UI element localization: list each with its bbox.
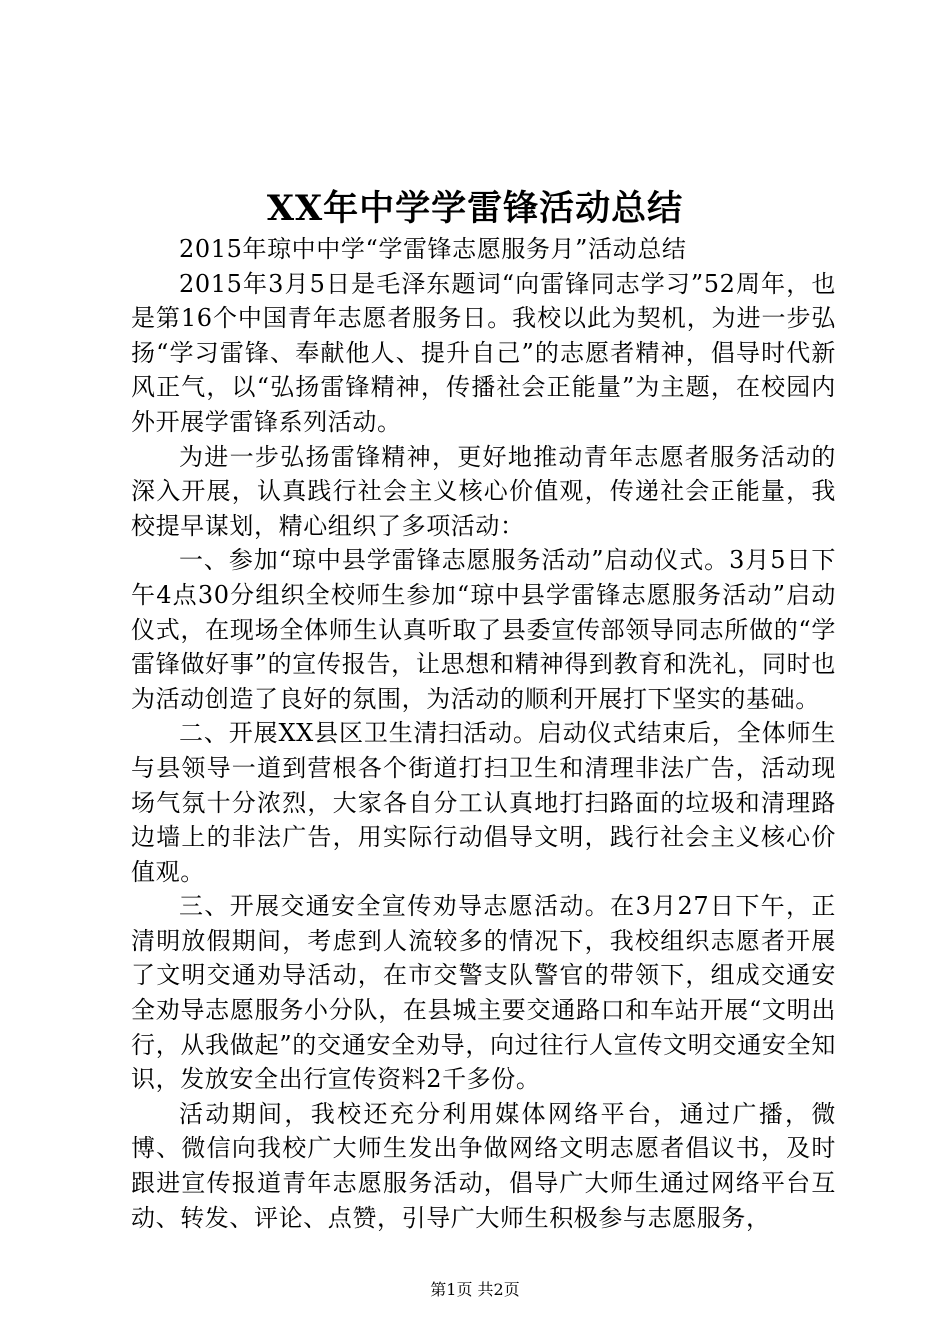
paragraph-online-activities: 活动期间，我校还充分利用媒体网络平台，通过广播，微博、微信向我校广大师生发出争做网络文明志愿者倡议书，及时跟进宣传报道青年志愿服务活动，倡导广大师生通过网络平台互动、转发、评论、点赞，引导广大师生积极参与志愿服务，	[131, 1099, 836, 1232]
document-body	[131, 232, 836, 1235]
document-title: XX年中学学雷锋活动总结	[266, 188, 684, 229]
paragraph-item-three: 三、开展交通安全宣传劝导志愿活动。在3月27日下午，正清明放假期间，考虑到人流较多的情况下，我校组织志愿者开展了文明交通劝导活动，在市交警支队警官的带领下，组成交通安全劝导志愿服务小分队，在县城主要交通路口和车站开展“文明出行，从我做起”的交通安全劝导，向过往行人宣传文明交通安全知识，发放安全出行宣传资料2千多份。	[131, 892, 836, 1094]
paragraph-overview: 为进一步弘扬雷锋精神，更好地推动青年志愿者服务活动的深入开展，认真践行社会主义核心价值观，传递社会正能量，我校提早谋划，精心组织了多项活动：	[131, 442, 836, 540]
paragraph-subtitle: 2015年琼中中学“学雷锋志愿服务月”活动总结	[179, 235, 687, 263]
paragraph-item-two: 二、开展XX县区卫生清扫活动。启动仪式结束后，全体师生与县领导一道到营根各个街道打扫卫生和清理非法广告，活动现场气氛十分浓烈，大家各自分工认真地打扫路面的垃圾和清理路边墙上的非法广告，用实际行动倡导文明，践行社会主义核心价值观。	[131, 719, 836, 886]
paragraph-item-one: 一、参加“琼中县学雷锋志愿服务活动”启动仪式。3月5日下午4点30分组织全校师生参加“琼中县学雷锋志愿服务活动”启动仪式，在现场全体师生认真听取了县委宣传部领导同志所做的“学雷锋做好事”的宣传报告，让思想和精神得到教育和洗礼，同时也为活动创造了良好的氛围，为活动的顺利开展打下坚实的基础。	[131, 546, 836, 713]
page-footer: 第1页 共2页	[430, 1280, 520, 1299]
paragraph-intro: 2015年3月5日是毛泽东题词“向雷锋同志学习”52周年，也是第16个中国青年志愿者服务日。我校以此为契机，为进一步弘扬“学习雷锋、奉献他人、提升自己”的志愿者精神，倡导时代新风正气，以“弘扬雷锋精神，传播社会正能量”为主题，在校园内外开展学雷锋系列活动。	[131, 269, 836, 436]
